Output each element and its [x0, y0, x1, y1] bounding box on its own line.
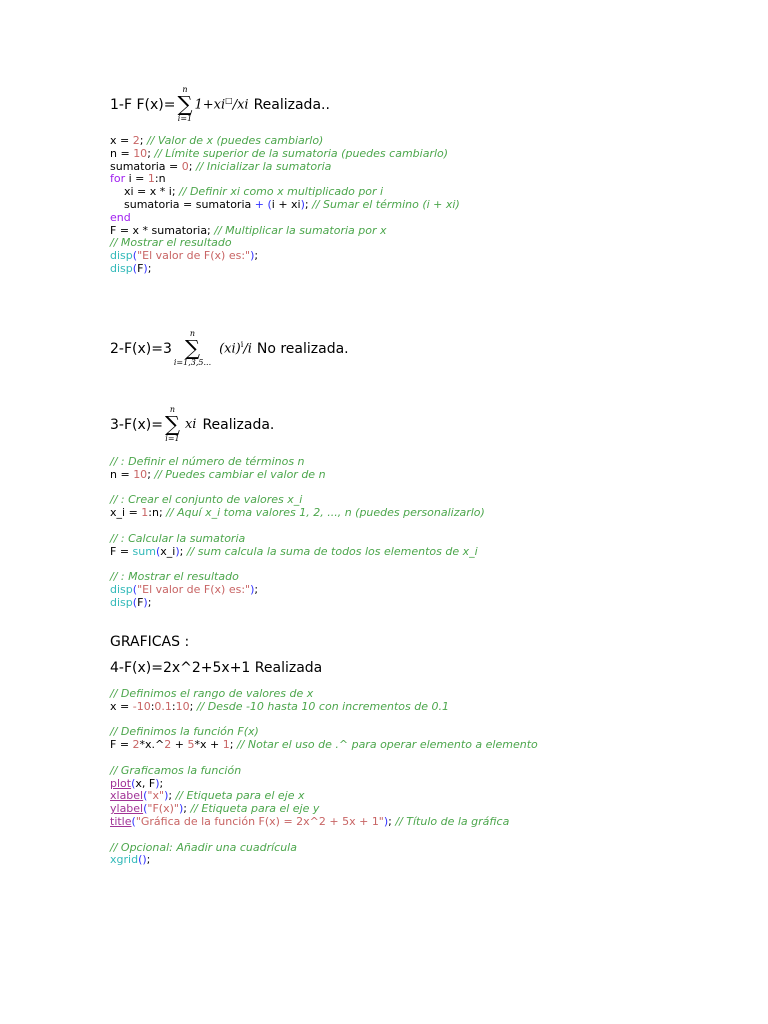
section2-expr-sup: i [240, 340, 244, 350]
code-token: 0 [181, 159, 189, 173]
section1-prefix: 1-F F(x)= [110, 96, 176, 113]
code-token: ( [143, 789, 148, 803]
code-token: ) [250, 582, 255, 596]
code-token: 5 [187, 738, 195, 752]
code-token: xi = x * i; [110, 185, 180, 199]
code-token: ; [229, 738, 237, 752]
code-token: // Definimos la función F(x) [110, 725, 259, 739]
section2-expression [219, 340, 252, 356]
section2-sum-bottom: i=1,3,5... [173, 358, 212, 367]
section2-expr-tail: /i [243, 341, 252, 357]
code-token: : [171, 699, 176, 713]
code-token: disp [110, 582, 133, 596]
sigma-symbol: ∑ [184, 336, 200, 360]
code-token: sumatoria = [110, 159, 182, 173]
code-token: ( [132, 595, 138, 609]
code-token: // Etiqueta para el eje y [190, 802, 320, 816]
code-token: 10 [133, 146, 148, 160]
section1-code [110, 135, 460, 276]
section1-expr: 1+xi [194, 97, 226, 113]
code-token: F [137, 595, 144, 609]
section1-expr-tail: /xi [232, 97, 249, 113]
code-token: ; [254, 582, 259, 596]
code-token: ( [138, 853, 143, 867]
code-token: 1 [147, 172, 155, 186]
section3-sum-top: n [169, 405, 176, 414]
code-token: x, F [135, 776, 156, 790]
code-token: // Graficamos la función [110, 763, 242, 777]
code-token: // Inicializar la sumatoria [195, 159, 332, 173]
code-token: ; [254, 249, 259, 263]
code-token: // Etiqueta para el eje x [175, 789, 305, 803]
code-line [110, 469, 485, 482]
code-token: ; [188, 159, 196, 173]
code-token: ; [147, 146, 155, 160]
code-token: ; [179, 544, 187, 558]
section2-status: No realizada. [256, 340, 349, 357]
code-token: + [254, 197, 264, 211]
code-token: ; [147, 261, 152, 275]
section3-prefix: 3-F(x)= [110, 416, 163, 433]
sigma-symbol: ∑ [164, 412, 180, 436]
sigma-symbol: ∑ [177, 92, 193, 116]
code-token: ) [143, 261, 148, 275]
code-token: F = x * sumatoria; [110, 223, 215, 237]
code-line [110, 597, 485, 610]
code-token: "El valor de F(x) es:" [137, 582, 251, 596]
code-token: sumatoria = sumatoria [110, 197, 255, 211]
code-token: ; [147, 595, 152, 609]
code-line [110, 701, 538, 714]
code-token: end [110, 210, 131, 224]
code-token: // Sumar el término (i + xi) [312, 197, 460, 211]
code-token: ( [267, 197, 272, 211]
code-token: + [171, 738, 188, 752]
code-token: "x" [147, 789, 165, 803]
code-token: // Mostrar el resultado [110, 236, 232, 250]
section2-sum-top: n [189, 329, 196, 338]
code-line [110, 199, 460, 212]
section1-summation [177, 86, 192, 123]
section3-sum-bottom: i=1 [165, 434, 180, 443]
code-token: ; [159, 776, 164, 790]
code-token: ) [250, 249, 255, 263]
code-token: // Definimos el rango de valores de x [110, 687, 314, 700]
code-line [110, 816, 538, 829]
code-token: // : Crear el conjunto de valores x_i [110, 493, 303, 507]
code-token: // Opcional: Añadir una cuadrícula [110, 840, 297, 854]
code-token: ylabel [110, 802, 144, 816]
code-token: for [110, 172, 126, 186]
code-token: x = [110, 699, 133, 713]
code-token: xgrid [110, 853, 139, 867]
section1-status: Realizada.. [253, 96, 330, 113]
code-token: :n [154, 172, 166, 186]
code-token: "F(x)" [147, 802, 179, 816]
section3-expression: xi [184, 417, 197, 432]
code-token: 1 [222, 738, 230, 752]
code-token: ( [132, 582, 138, 596]
code-token: // Puedes cambiar el valor de n [154, 467, 326, 481]
code-line [110, 854, 538, 867]
section2-prefix: 2-F(x)=3 [110, 340, 172, 357]
code-token: 2 [132, 738, 140, 752]
code-line [110, 584, 485, 597]
code-line [110, 765, 538, 778]
code-token: // Multiplicar la sumatoria por x [214, 223, 387, 237]
code-token: ; [146, 853, 151, 867]
code-token: *x + [194, 738, 223, 752]
code-token: plot [110, 776, 132, 790]
code-line [110, 842, 538, 855]
code-token: disp [110, 595, 133, 609]
section1-expr-sup: □ [225, 96, 233, 106]
code-line [110, 546, 485, 559]
code-token: -10 [132, 699, 151, 713]
code-token: ; [388, 814, 396, 828]
code-token: x_i [160, 544, 176, 558]
code-token: : [150, 699, 155, 713]
code-line [110, 507, 485, 520]
section2-summation [174, 330, 211, 367]
code-token: // Límite superior de la sumatoria (puedes cambiarlo) [154, 146, 449, 160]
code-token: x = [110, 134, 133, 147]
section1-sum-top: n [182, 85, 188, 94]
code-token: ) [142, 853, 147, 867]
code-token: // Título de la gráfica [395, 814, 510, 828]
section2-heading [110, 330, 349, 367]
code-token: ) [178, 802, 184, 816]
code-token: // : Calcular la sumatoria [110, 531, 246, 545]
code-token: ( [143, 802, 148, 816]
code-token: F = [110, 544, 133, 558]
code-token: i = [125, 172, 148, 186]
graficas-title: GRAFICAS : [110, 634, 190, 650]
code-line [110, 739, 538, 752]
code-token: ( [131, 776, 136, 790]
code-line [110, 263, 460, 276]
code-token: // Valor de x (puedes cambiarlo) [146, 134, 324, 147]
code-token: 1 [141, 506, 149, 520]
section3-status: Realizada. [202, 416, 275, 433]
section2-expr: (xi) [219, 341, 241, 357]
section3-heading [110, 406, 274, 443]
code-token: // Aquí x_i toma valores 1, 2, ..., n (puedes personalizarlo) [166, 506, 485, 520]
code-token: 2 [132, 134, 140, 147]
section4-code [110, 688, 538, 867]
code-line [110, 250, 460, 263]
code-token: ; [139, 134, 147, 147]
code-token: ) [143, 595, 148, 609]
code-token: F = [110, 738, 133, 752]
code-token: ( [132, 249, 138, 263]
section3-summation [165, 406, 180, 443]
code-token: disp [110, 261, 133, 275]
code-token: x_i = [110, 506, 142, 520]
code-token: *x.^ [139, 738, 165, 752]
section4-title: 4-F(x)=2x^2+5x+1 Realizada [110, 660, 323, 676]
code-token: // : Mostrar el resultado [110, 570, 239, 584]
code-token: // : Definir el número de términos n [110, 455, 305, 468]
code-token: ) [155, 776, 160, 790]
code-token: 10 [133, 467, 148, 481]
code-token: sum [132, 544, 156, 558]
code-token: // sum calcula la suma de todos los elementos de x_i [186, 544, 478, 558]
code-token: // Definir xi como x multiplicado por i [179, 185, 384, 199]
code-token: n = [110, 467, 134, 481]
code-token: 0.1 [154, 699, 172, 713]
code-token: ( [132, 261, 138, 275]
code-token: ; [189, 699, 197, 713]
code-token: ; [304, 197, 313, 211]
code-token: ; [168, 789, 176, 803]
code-token: // Desde -10 hasta 10 con incrementos de 0.1 [196, 699, 449, 713]
code-token: 10 [175, 699, 190, 713]
code-token: title [110, 814, 132, 828]
code-token: "El valor de F(x) es:" [137, 249, 251, 263]
code-token: ( [131, 814, 136, 828]
code-token: :n; [148, 506, 167, 520]
code-token: ) [383, 814, 389, 828]
code-token: ) [164, 789, 169, 803]
section1-expression [194, 96, 248, 112]
code-token: 2 [164, 738, 172, 752]
code-token: "Gráfica de la función F(x) = 2x^2 + 5x + 1" [135, 814, 384, 828]
code-token: n = [110, 146, 134, 160]
code-token: // Notar el uso de .^ para operar elemento a elemento [236, 738, 538, 752]
section1-heading [110, 86, 330, 123]
code-token: ; [183, 802, 191, 816]
code-token: ) [175, 544, 180, 558]
code-token: ; [147, 467, 155, 481]
code-token: ) [300, 197, 305, 211]
code-token: disp [110, 249, 133, 263]
section3-code [110, 456, 485, 610]
code-token: i + xi [271, 197, 301, 211]
code-token: F [137, 261, 144, 275]
section1-sum-bottom: i=1 [177, 114, 193, 123]
code-token: ( [155, 544, 161, 558]
code-token: xlabel [110, 789, 144, 803]
